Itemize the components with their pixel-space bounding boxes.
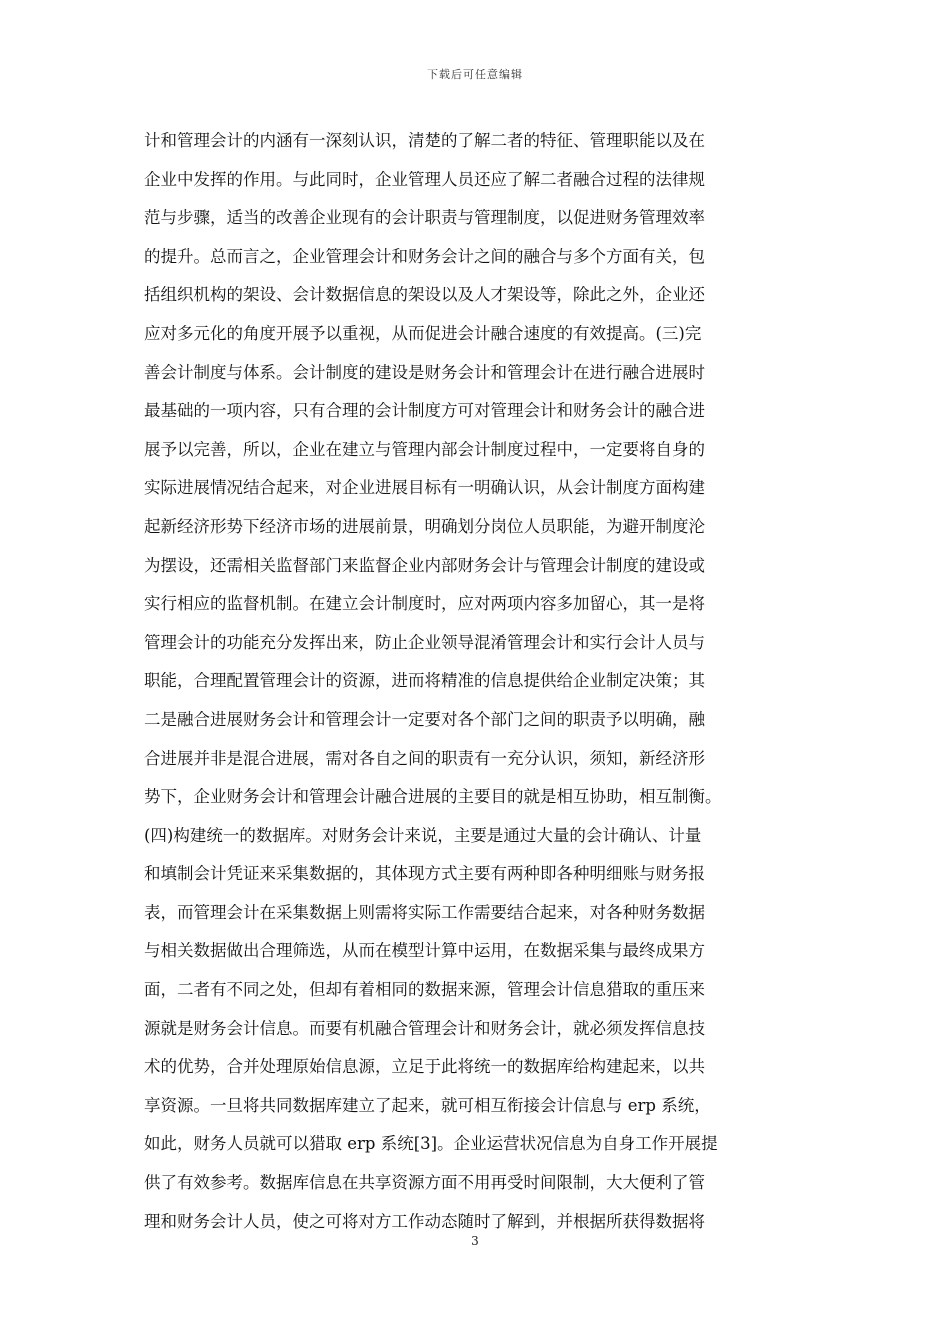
body-line: 面，二者有不同之处，但却有着相同的数据来源，管理会计信息猎取的重压来 (144, 980, 705, 1000)
body-line: 善会计制度与体系。会计制度的建设是财务会计和管理会计在进行融合进展时 (144, 362, 705, 382)
body-line: 势下，企业财务会计和管理会计融合进展的主要目的就是相互协助，相互制衡。 (144, 787, 722, 807)
body-line: 和填制会计凭证来采集数据的，其体现方式主要有两种即各种明细账与财务报 (144, 864, 705, 884)
body-line: 二是融合进展财务会计和管理会计一定要对各个部门之间的职责予以明确，融 (144, 709, 705, 729)
body-line: 起新经济形势下经济市场的进展前景，明确划分岗位人员职能，为避开制度沦 (144, 516, 705, 536)
body-line: 最基础的一项内容，只有合理的会计制度方可对管理会计和财务会计的融合进 (144, 401, 705, 421)
page-number: 3 (471, 1234, 479, 1248)
body-line: (四)构建统一的数据库。对财务会计来说，主要是通过大量的会计确认、计量 (144, 825, 702, 845)
body-line: 合进展并非是混合进展，需对各自之间的职责有一充分认识，须知，新经济形 (144, 748, 705, 768)
body-line: 表，而管理会计在采集数据上则需将实际工作需要结合起来，对各种财务数据 (144, 902, 705, 922)
body-line: 源就是财务会计信息。而要有机融合管理会计和财务会计，就必须发挥信息技 (144, 1018, 705, 1038)
document-body (144, 122, 806, 1241)
body-line: 实行相应的监督机制。在建立会计制度时，应对两项内容多加留心，其一是将 (144, 594, 705, 614)
page-header: 下载后可任意编辑 (427, 68, 523, 81)
body-line: 括组织机构的架设、会计数据信息的架设以及人才架设等，除此之外，企业还 (144, 285, 705, 305)
body-line: 计和管理会计的内涵有一深刻认识，清楚的了解二者的特征、管理职能以及在 (144, 131, 705, 150)
body-line: 范与步骤，适当的改善企业现有的会计职责与管理制度，以促进财务管理效率 (144, 208, 705, 228)
body-line: 展予以完善，所以，企业在建立与管理内部会计制度过程中，一定要将自身的 (144, 439, 705, 459)
body-line: 供了有效参考。数据库信息在共享资源方面不用再受时间限制，大大便利了管 (144, 1173, 705, 1193)
body-line: 为摆设，还需相关监督部门来监督企业内部财务会计与管理会计制度的建设或 (144, 555, 705, 575)
body-line: 职能，合理配置管理会计的资源，进而将精准的信息提供给企业制定决策；其 (144, 671, 705, 691)
body-line: 术的优势，合并处理原始信息源，立足于此将统一的数据库给构建起来，以共 (144, 1057, 705, 1077)
body-line: 实际进展情况结合起来，对企业进展目标有一明确认识，从会计制度方面构建 (144, 478, 705, 498)
body-line: 与相关数据做出合理筛选，从而在模型计算中运用，在数据采集与最终成果方 (144, 941, 705, 961)
body-line: 的提升。总而言之，企业管理会计和财务会计之间的融合与多个方面有关，包 (144, 246, 705, 266)
body-line: 理和财务会计人员，使之可将对方工作动态随时了解到，并根据所获得数据将 (144, 1211, 705, 1231)
body-line: 应对多元化的角度开展予以重视，从而促进会计融合速度的有效提高。(三)完 (144, 323, 702, 343)
body-line: 企业中发挥的作用。与此同时，企业管理人员还应了解二者融合过程的法律规 (144, 169, 705, 189)
body-line: 如此，财务人员就可以猎取 erp 系统[3]。企业运营状况信息为自身工作开展提 (144, 1134, 718, 1154)
body-line: 享资源。一旦将共同数据库建立了起来，就可相互衔接会计信息与 erp 系统， (144, 1095, 711, 1115)
body-line: 管理会计的功能充分发挥出来，防止企业领导混淆管理会计和实行会计人员与 (144, 632, 705, 652)
